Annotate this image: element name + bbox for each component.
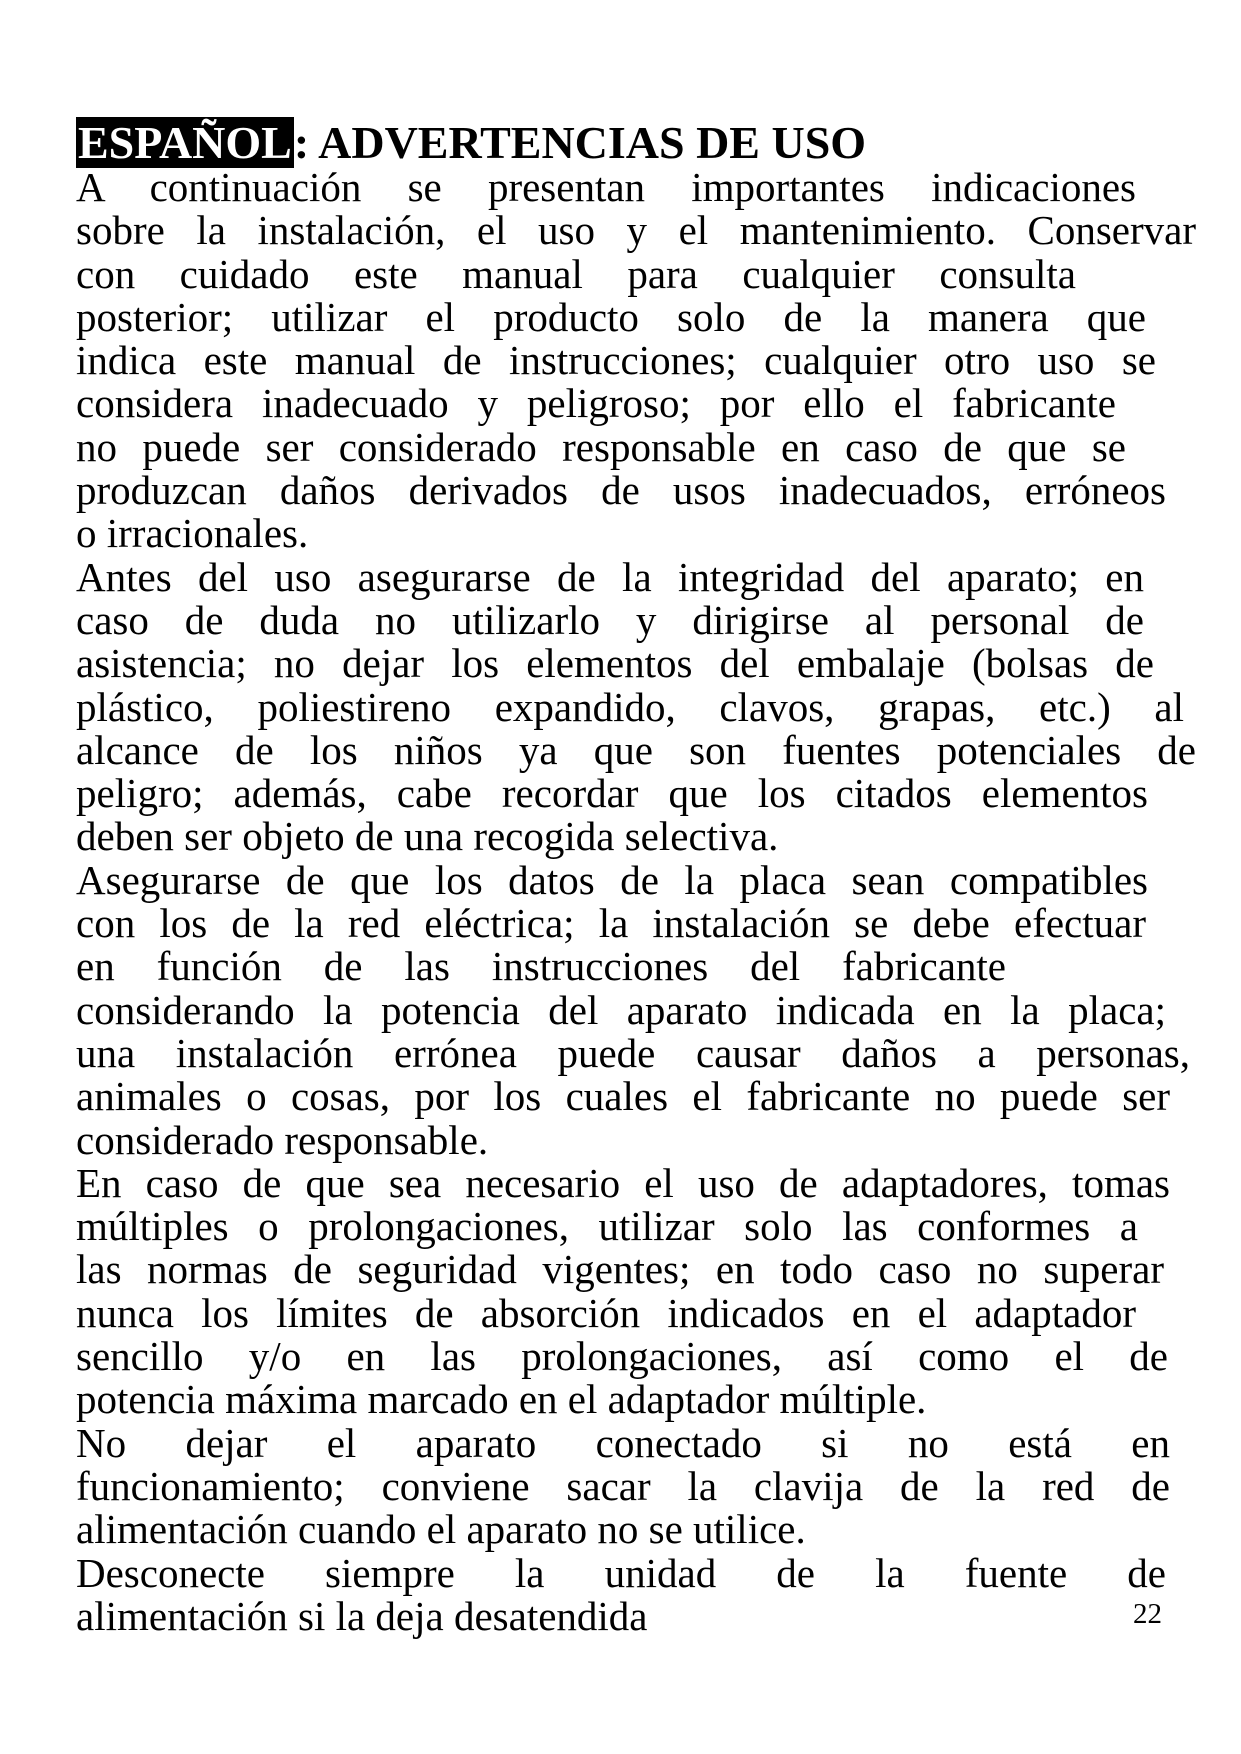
text-line: con cuidado este manual para cualquier consulta	[76, 250, 1076, 297]
text-line: A continuación se presentan importantes indicaciones	[76, 164, 1136, 210]
text-line: Antes del uso asegurarse de la integridad del aparato; en	[76, 553, 1144, 600]
text-line: múltiples o prolongaciones, utilizar solo las conformes a	[76, 1203, 1138, 1250]
text-line: produzcan daños derivados de usos inadecuados, erróneos	[76, 467, 1166, 514]
text-line: En caso de que sea necesario el uso de adaptadores, tomas	[76, 1159, 1170, 1206]
text-line: caso de duda no utilizarlo y dirigirse al personal de	[76, 596, 1144, 643]
text-line: deben ser objeto de una recogida selectiva.	[76, 813, 779, 860]
text-line: una instalación errónea puede causar daños a personas,	[76, 1029, 1190, 1076]
text-line: asistencia; no dejar los elementos del embalaje (bolsas de	[76, 640, 1154, 687]
text-line: animales o cosas, por los cuales el fabricante no puede ser	[76, 1073, 1170, 1120]
text-line: alimentación cuando el aparato no se utilice.	[76, 1506, 806, 1553]
text-line: considerando la potencia del aparato indicada en la placa;	[76, 986, 1166, 1033]
text-line: en función de las instrucciones del fabricante	[76, 943, 1006, 990]
text-line: No dejar el aparato conectado si no está en	[76, 1419, 1170, 1466]
text-line: no puede ser considerado responsable en caso de que se	[76, 423, 1126, 470]
text-line: sencillo y/o en las prolongaciones, así como el de	[76, 1333, 1168, 1380]
text-line: sobre la instalación, el uso y el mantenimiento. Conservar	[76, 207, 1196, 254]
section-heading	[76, 115, 866, 171]
text-line: Desconecte siempre la unidad de la fuente de	[76, 1549, 1166, 1596]
text-line: indica este manual de instrucciones; cualquier otro uso se	[76, 337, 1156, 384]
text-line: las normas de seguridad vigentes; en todo caso no superar	[76, 1246, 1164, 1293]
text-line: funcionamiento; conviene sacar la clavija de la red de	[76, 1462, 1170, 1509]
text-line: o irracionales.	[76, 510, 309, 557]
text-line: alimentación si la deja desatendida	[76, 1592, 648, 1639]
text-line: alcance de los niños ya que son fuentes potenciales de	[76, 726, 1196, 773]
text-line: Asegurarse de que los datos de la placa sean compatibles	[76, 856, 1148, 903]
text-line: plástico, poliestireno expandido, clavos, grapas, etc.) al	[76, 683, 1184, 730]
text-line: potencia máxima marcado en el adaptador múltiple.	[76, 1376, 927, 1423]
text-line: considerado responsable.	[76, 1116, 489, 1163]
heading-title: : ADVERTENCIAS DE USO	[293, 117, 867, 168]
text-line: posterior; utilizar el producto solo de la manera que	[76, 293, 1146, 340]
text-line: con los de la red eléctrica; la instalación se debe efectuar	[76, 900, 1146, 947]
text-line: nunca los límites de absorción indicados en el adaptador	[76, 1289, 1136, 1336]
body-text	[76, 166, 1202, 1638]
language-label: ESPAÑOL	[78, 117, 292, 168]
page-number: 22	[1133, 1598, 1162, 1630]
text-line: considera inadecuado y peligroso; por ello el fabricante	[76, 380, 1116, 427]
text-line: peligro; además, cabe recordar que los citados elementos	[76, 770, 1148, 817]
